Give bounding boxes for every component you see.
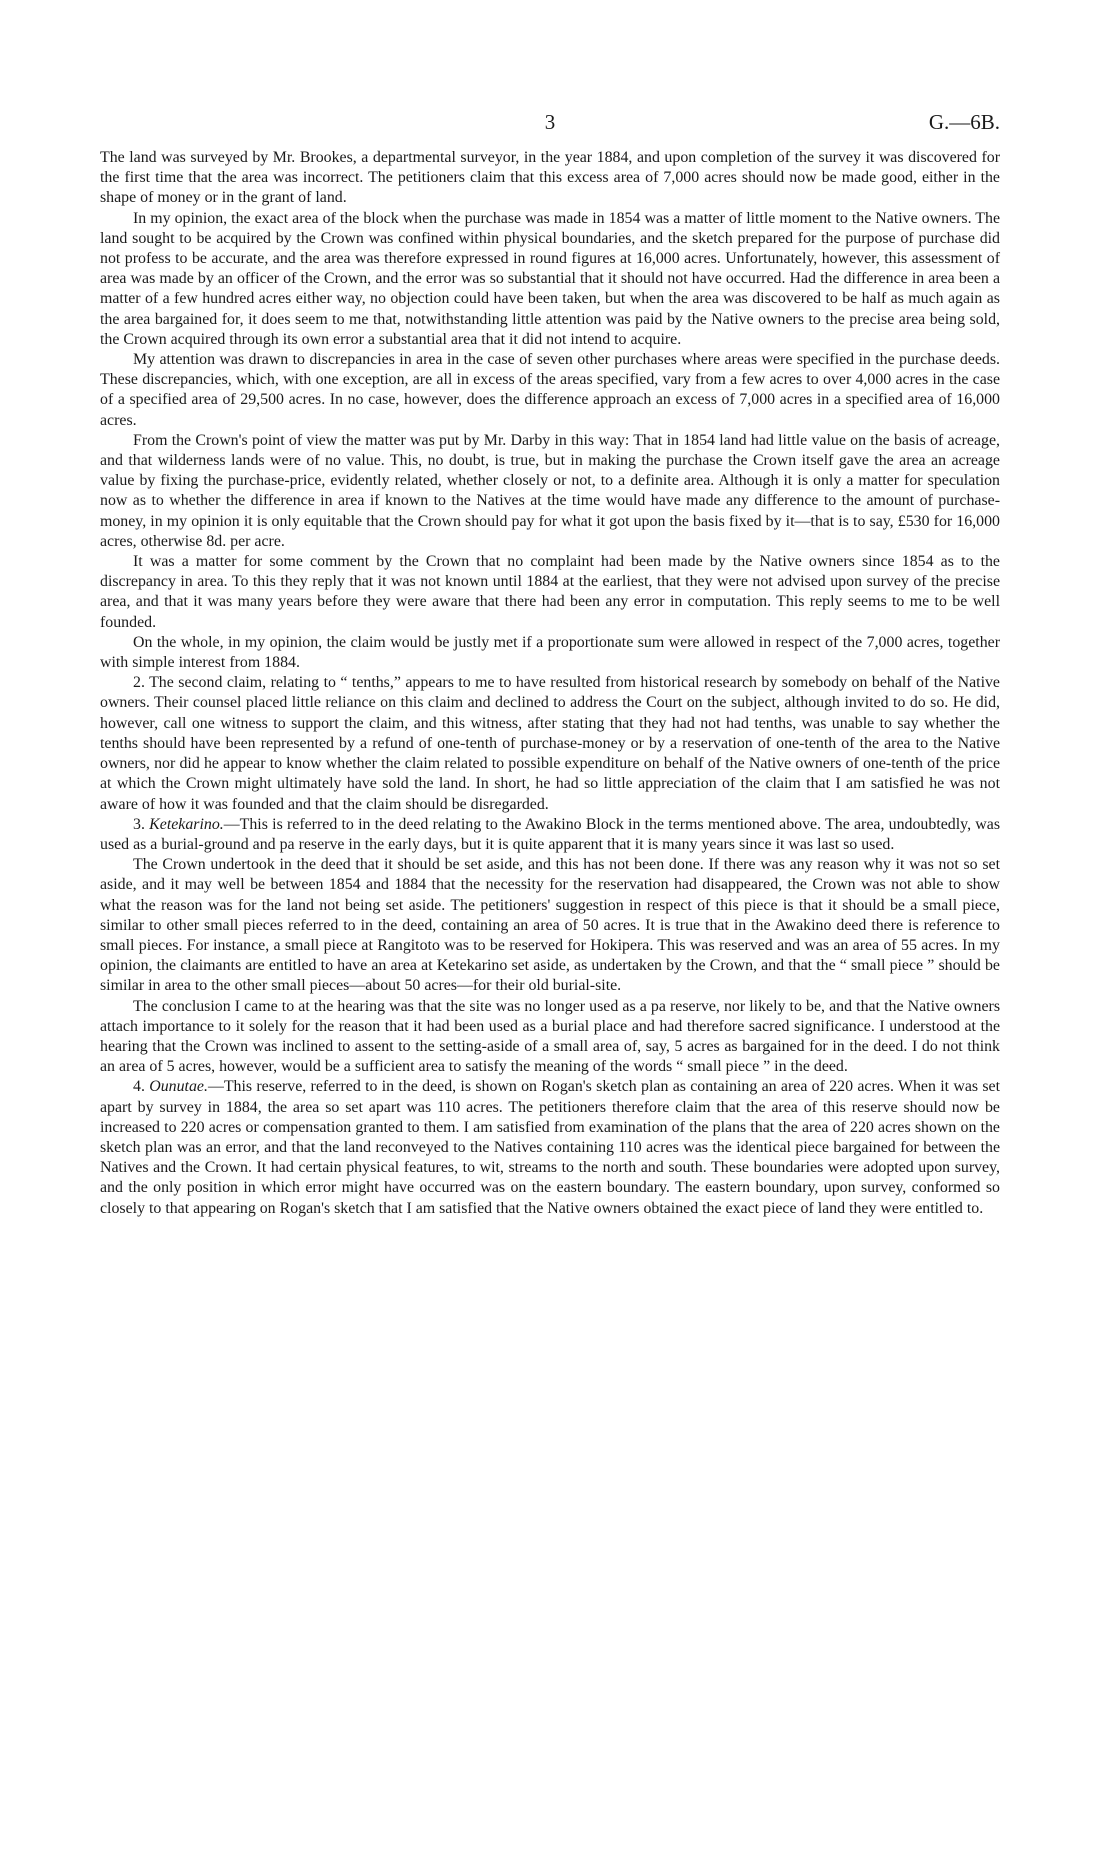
paragraph-tenths-claim [100, 673, 1000, 814]
paragraph-text: It was a matter for some comment by the Crown that no complaint had been made by the Native owners since 1854 as to the discrepancy in area. To this they reply that it was not known until 1884 at the earliest, that they were not advised upon survey of the precise area, and that it was many years before they were aware that there had been any error in computation. This reply seems to me to be well founded. [100, 553, 1000, 631]
paragraph-number: 4. [133, 1078, 150, 1096]
document-reference: G.—6B. [928, 110, 1000, 134]
paragraph-opinion-area [100, 209, 1000, 350]
page-number: 3 [544, 110, 556, 134]
paragraph-text: —This reserve, referred to in the deed, is shown on Rogan's sketch plan as containing an area of 220 acres. When it was set apart by survey in 1884, the area so set apart was 110 acres. The petitioners therefore claim that the area of this reserve should now be increased to 220 acres or compensation granted to them. I am satisfied from examination of the plans that the area of 220 acres shown on the sketch plan was an error, and that the land reconveyed to the Natives containing 110 acres was the identical piece bargained for between the Natives and the Crown. It had certain physical features, to wit, streams to the north and south. These boundaries were adopted upon survey, and the only position in which error might have occurred was on the eastern boundary. The eastern boundary, upon survey, conformed so closely to that appearing on Rogan's sketch that I am satisfied that the Native owners obtained the exact piece of land they were entitled to. [100, 1078, 1001, 1217]
paragraph-survey-discovery [100, 148, 1000, 209]
paragraph-discrepancies [100, 350, 1000, 431]
paragraph-ketekarino [100, 815, 1000, 855]
paragraph-text: 2. The second claim, relating to “ tenths,” appears to me to have resulted from historical research by somebody on behalf of the Native owners. Their counsel placed little reliance on this claim and declined to address the Court on the subject, although invited to do so. He did, however, call one witness to support the claim, and this witness, after stating that they had not had tenths, was unable to say whether the tenths should have been represented by a refund of one-tenth of purchase-money or by a reservation of one-tenth of the area to the Native owners, nor did he appear to know whether the claim related to possible expenditure on behalf of the Native owners of one-tenth of the price at which the Crown might ultimately have sold the land. In short, he had so little appreciation of the claim that I am satisfied he was not aware of how it was founded and that the claim should be disregarded. [100, 674, 1000, 813]
paragraph-text: On the whole, in my opinion, the claim would be justly met if a proportionate sum were allowed in respect of the 7,000 acres, together with simple interest from 1884. [100, 633, 1000, 672]
paragraph-ounutae [100, 1077, 1000, 1218]
paragraph-text: The Crown undertook in the deed that it should be set aside, and this has not been done. If there was any reason why it was not so set aside, and it may well be between 1854 and 1884 that the necessity for the reservation had disappeared, the Crown was not able to show what the reason was for the land not being set aside. The petitioners' suggestion in respect of this piece is that it should be a small piece, similar to other small pieces referred to in the deed, containing an area of 50 acres. It is true that in the Awakino deed there is reference to small pieces. For instance, a small piece at Rangitoto was to be reserved for Hokipera. This was reserved and was an area of 55 acres. In my opinion, the claimants are entitled to have an area at Ketekarino set aside, as undertaken by the Crown, and that the “ small piece ” should be similar in area to the other small pieces—about 50 acres—for their old burial-site. [100, 856, 1000, 995]
paragraph-text: My attention was drawn to discrepancies in area in the case of seven other purchases where areas were specified in the purchase deeds. These discrepancies, which, with one exception, are all in excess of the areas specified, vary from a few acres to over 4,000 acres in the case of a specified area of 29,500 acres. In no case, however, does the difference approach an excess of 7,000 acres in a specified area of 16,000 acres. [100, 351, 1000, 429]
paragraph-text: The land was surveyed by Mr. Brookes, a departmental surveyor, in the year 1884, and upon completion of the survey it was discovered for the first time that the area was incorrect. The petitioners claim that this excess area of 7,000 acres should now be made good, either in the shape of money or in the grant of land. [100, 149, 1000, 207]
paragraph-crown-undertook [100, 855, 1000, 996]
paragraph-crown-view [100, 431, 1000, 552]
paragraph-number: 3. [133, 815, 150, 833]
paragraph-heading: Ketekarino. [149, 815, 224, 833]
paragraph-conclusion-hearing [100, 997, 1000, 1078]
paragraph-heading: Ounutae. [149, 1078, 208, 1096]
paragraph-no-complaint [100, 552, 1000, 633]
document-body [100, 148, 1000, 1219]
paragraph-text: In my opinion, the exact area of the block when the purchase was made in 1854 was a matter of little moment to the Native owners. The land sought to be acquired by the Crown was confined within physical boundaries, and the sketch prepared for the purpose of purchase did not profess to be accurate, and the area was therefore expressed in round figures at 16,000 acres. Unfortunately, however, this assessment of area was made by an officer of the Crown, and the error was so substantial that it should not have occurred. Had the difference in area been a matter of a few hundred acres either way, no objection could have been taken, but when the area was discovered to be half as much again as the area bargained for, it does seem to me that, notwithstanding little attention was paid by the Native owners to the precise area being sold, the Crown acquired through its own error a substantial area that it did not intend to acquire. [100, 209, 1000, 348]
page-header [100, 110, 1000, 140]
paragraph-text: From the Crown's point of view the matter was put by Mr. Darby in this way: That in 1854 land had little value on the basis of acreage, and that wilderness lands were of no value. This, no doubt, is true, but in making the purchase the Crown itself gave the area an acreage value by fixing the purchase-price, evidently related, whether closely or not, to a definite area. Although it is only a matter for speculation now as to whether the difference in area if known to the Natives at the time would have made any difference to the amount of purchase-money, in my opinion it is only equitable that the Crown should pay for what it got upon the basis fixed by it—that is to say, £530 for 16,000 acres, otherwise 8d. per acre. [100, 431, 1000, 550]
paragraph-text: —This is referred to in the deed relating to the Awakino Block in the terms mentioned above. The area, undoubtedly, was used as a burial-ground and pa reserve in the early days, but it is quite apparent that it is many years since it was last so used. [100, 815, 1000, 853]
paragraph-text: The conclusion I came to at the hearing was that the site was no longer used as a pa reserve, nor likely to be, and that the Native owners attach importance to it solely for the reason that it had been used as a burial place and had therefore sacred significance. I understood at the hearing that the Crown was inclined to assent to the setting-aside of a small area of, say, 5 acres as bargained for in the deed. I do not think an area of 5 acres, however, would be a sufficient area to satisfy the meaning of the words “ small piece ” in the deed. [100, 997, 1000, 1076]
paragraph-whole-claim [100, 633, 1000, 673]
